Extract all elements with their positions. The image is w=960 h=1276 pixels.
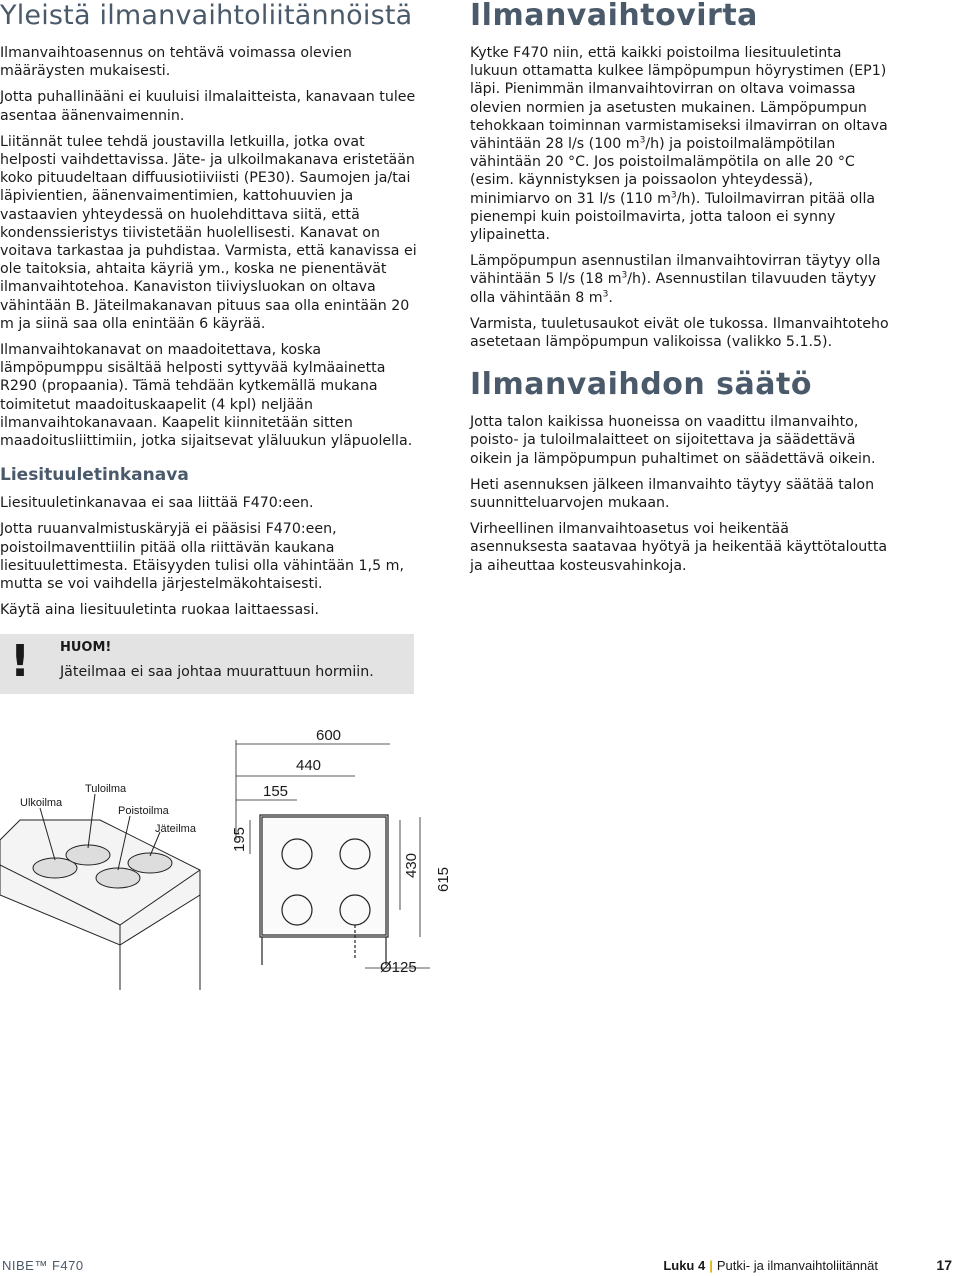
heat-pump-figure bbox=[0, 720, 470, 990]
paragraph: Jotta puhallinääni ei kuuluisi ilmalaitteista, kanavaan tulee asentaa äänenvaimennin. bbox=[0, 89, 416, 124]
paragraph: Heti asennuksen jälkeen ilmanvaihto täytyy säätää talon suunnitteluarvojen mukaan. bbox=[470, 476, 875, 512]
warning-note bbox=[0, 634, 414, 694]
label-outdoor-air: Ulkoilma bbox=[20, 797, 63, 809]
section-title-airflow: Ilmanvaihtovirta bbox=[470, 0, 758, 33]
left-column bbox=[0, 0, 418, 627]
paragraph-airflow: Kytke F470 niin, että kaikki poistoilma liesituuletinta lukuun ottamatta kulkee lämpöpumpun höyrystimen (EP1) läpi. Pienimmän ilmanvaihtovirran on oltava voimassa olevien normien ja asetusten mukainen. Lämpöpumpun tehokkaan toiminnan varmistamiseksi ilmavirran on oltava vähintään 28 l/s (100 $m^3/h$) ja poistoilmalämpötilan vähintään 20 °C. Jos poistoilmalämpötila on alle 20 °C (esim. käynnistyksen ja poissaolon yhteydessä), minimiarvo on 31 l/s (110 $m^3/h$). Tuloilmavirran pitää olla pienempi kuin poistoilmavirta, jotta taloon ei synny ylipainetta. bbox=[470, 45, 888, 244]
paragraph: Ilmanvaihtokanavat on maadoitettava, koska lämpöpumppu sisältää helposti syttyvää kylmäainetta R290 (propaania). Tämä tehdään kytkemällä mukana toimitetut maadoituskaapelit (4 kpl) neljään ilmanvaihtokanavaan. Kaapelit kiinnitetään sitten maadoitusliittimiin, jotka sijaitsevat yläluukun yläpuolella. bbox=[0, 342, 413, 450]
subtitle-hood-duct: Liesituuletinkanava bbox=[0, 465, 189, 486]
dimension-600: 600 bbox=[316, 727, 342, 744]
note-title: HUOM! bbox=[60, 640, 112, 655]
paragraph: Liitännät tulee tehdä joustavilla letkuilla, jotka ovat helposti vaihdettavissa. Jäte- ja ulkoilmakanava eristetään koko pituudeltaan diffuusiotiiviisti (PE30). Saumojen ja/tai läpivientien, äänenvaimentimien, kattohuuvien ja vastaavien yhteydessä on huolehdittava siitä, että kondenssieristys tiivistetään huolellisesti. Kanavat on voitava tarkastaa ja puhdistaa. Varmista, että kanavissa ei ole taitoksia, ahtaita käyriä ym., koska ne pienentävät ilmanvaihtotehoa. Kanaviston tiiviysluokan on oltava vähintään B. Jäteilmakanavan pituus saa olla enintään 20 m ja siinä saa olla enintään 6 käyrää. bbox=[0, 133, 417, 332]
paragraph: Jotta ruuanvalmistuskäryjä ei pääsisi F470:een, poistoilmaventtiilin pitää olla riittävän kaukana liesituulettimesta. Etäisyyden tulisi olla vähintään 1,5 m, mutta se voi vaihdella järjestelmäkohtaisesti. bbox=[0, 521, 404, 593]
footer-chapter: Luku 4 | Putki- ja ilmanvaihtoliitännät bbox=[663, 1258, 878, 1273]
exclamation-icon: ! bbox=[10, 636, 31, 687]
paragraph: Virheellinen ilmanvaihtoasetus voi heikentää asennuksesta saatavaa hyötyä ja heikentää käyttötaloutta ja aiheuttaa kosteusvahinkoja. bbox=[470, 521, 888, 574]
paragraph: Käytä aina liesituuletinta ruokaa laittaessasi. bbox=[0, 602, 319, 619]
paragraph-room: Lämpöpumpun asennustilan ilmanvaihtovirran täytyy olla vähintään 5 l/s (18 $m^3/h$). Asennustilan tilavuuden täytyy olla vähintään 8 $m^3$. bbox=[470, 253, 881, 306]
paragraph: Ilmanvaihtoasennus on tehtävä voimassa olevien määräysten mukaisesti. bbox=[0, 45, 352, 80]
dimension-430: 430 bbox=[403, 852, 420, 878]
label-supply-air: Tuloilma bbox=[85, 783, 127, 795]
section-title-adjustment: Ilmanvaihdon säätö bbox=[470, 367, 812, 403]
right-column bbox=[470, 0, 890, 583]
paragraph: Liesituuletinkanavaa ei saa liittää F470:een. bbox=[0, 495, 314, 512]
unit-top-view bbox=[260, 815, 388, 965]
label-extract-air: Poistoilma bbox=[118, 805, 169, 817]
page-number: 17 bbox=[936, 1257, 952, 1273]
dimension-diameter: Ø125 bbox=[380, 959, 417, 976]
section-title-general: Yleistä ilmanvaihtoliitännöistä bbox=[0, 0, 413, 31]
dimension-440: 440 bbox=[296, 757, 322, 774]
footer-brand: NIBE™ F470 bbox=[2, 1258, 84, 1273]
dimension-155: 155 bbox=[263, 783, 289, 800]
paragraph: Varmista, tuuletusaukot eivät ole tukossa. Ilmanvaihtoteho asetetaan lämpöpumpun valikoissa (valikko 5.1.5). bbox=[470, 315, 889, 351]
dimension-195: 195 bbox=[231, 826, 248, 852]
dimension-615: 615 bbox=[435, 866, 452, 892]
connection-diagram bbox=[0, 720, 470, 990]
paragraph: Jotta talon kaikissa huoneissa on vaadittu ilmanvaihto, poisto- ja tuloilmalaitteet on sijoitettava ja säädettävä oikein ja lämpöpumpun puhaltimet on säädettävä oikein. bbox=[470, 414, 876, 467]
note-text: Jäteilmaa ei saa johtaa muurattuun hormiin. bbox=[60, 664, 374, 680]
page-footer bbox=[0, 1256, 960, 1276]
label-exhaust-air: Jäteilma bbox=[155, 823, 196, 835]
